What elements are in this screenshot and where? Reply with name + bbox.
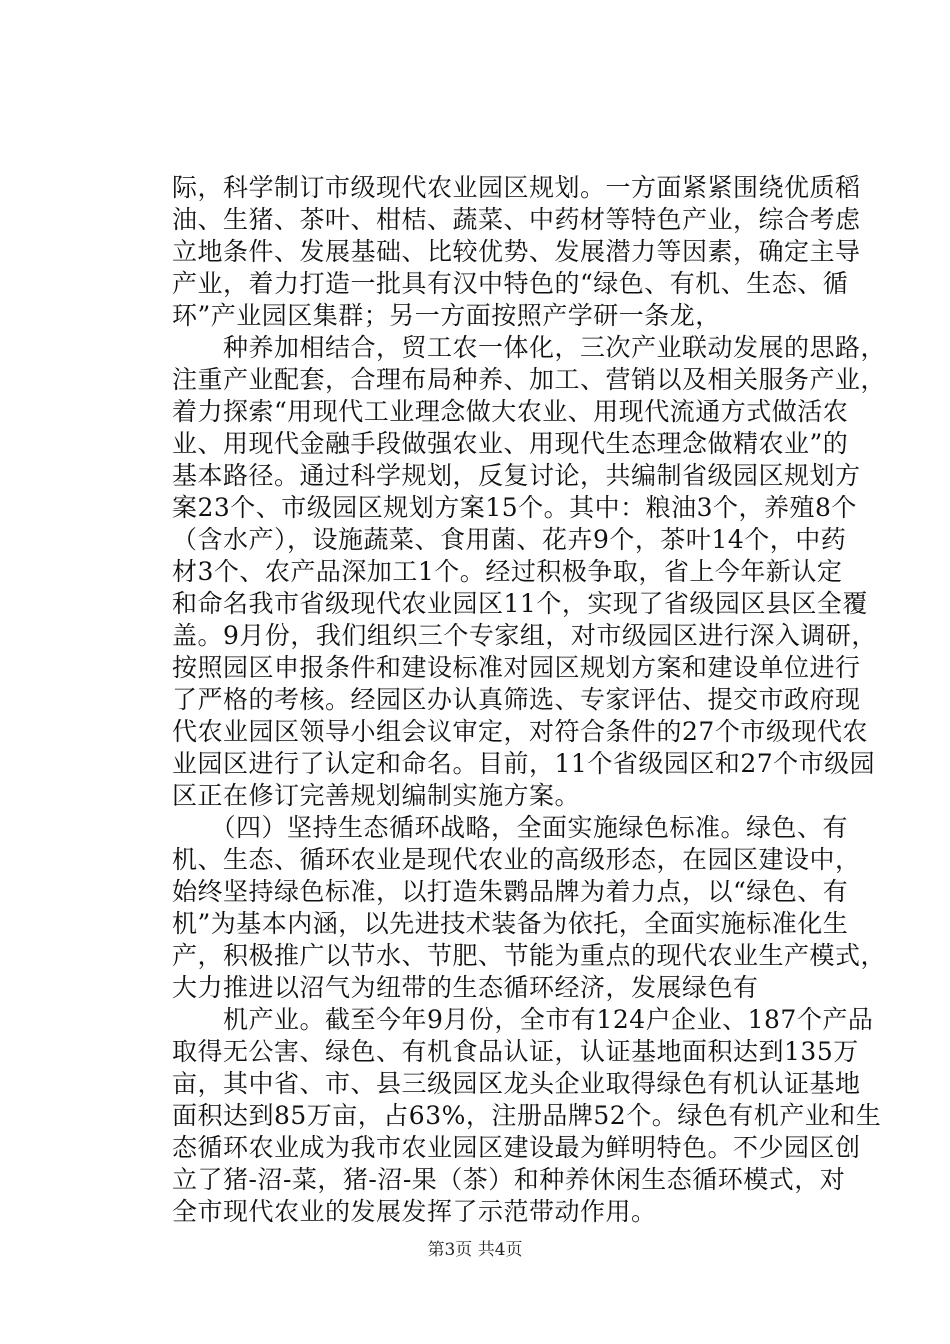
- text-line: 和命名我市省级现代农业园区11个，实现了省级园区县区全覆: [172, 589, 868, 618]
- text-line: 亩，其中省、市、县三级园区龙头企业取得绿色有机认证基地: [172, 1069, 861, 1098]
- text-line: 材3个、农产品深加工1个。经过积极争取，省上今年新认定: [172, 557, 843, 586]
- text-line: 产，积极推广以节水、节肥、节能为重点的现代农业生产模式，: [172, 941, 887, 970]
- text-line: 业园区进行了认定和命名。目前，11个省级园区和27个市级园: [172, 749, 876, 778]
- text-line: 种养加相结合，贸工农一体化，三次产业联动发展的思路，: [172, 333, 887, 362]
- text-line: 态循环农业成为我市农业园区建设最为鲜明特色。不少园区创: [172, 1133, 861, 1162]
- text-line: 机产业。截至今年9月份，全市有124户企业、187个产品: [172, 1005, 874, 1034]
- text-line: 着力探索“用现代工业理念做大农业、用现代流通方式做活农: [172, 397, 849, 426]
- text-line: 产业，着力打造一批具有汉中特色的“绿色、有机、生态、循: [172, 269, 849, 298]
- text-line: 案23个、市级园区规划方案15个。其中：粮油3个，养殖8个: [172, 493, 857, 522]
- text-line: 取得无公害、绿色、有机食品认证，认证基地面积达到135万: [172, 1037, 859, 1066]
- text-line: 面积达到85万亩，占63%，注册品牌52个。绿色有机产业和生: [172, 1101, 882, 1130]
- text-line: 际，科学制订市级现代农业园区规划。一方面紧紧围绕优质稻: [172, 173, 861, 202]
- page-footer: 第3页 共4页: [427, 1240, 523, 1260]
- body-text: [172, 172, 887, 1228]
- text-line: 代农业园区领导小组会议审定，对符合条件的27个市级现代农: [172, 717, 868, 746]
- text-line: 机、生态、循环农业是现代农业的高级形态，在园区建设中，: [172, 845, 861, 874]
- text-line: 盖。9月份，我们组织三个专家组，对市级园区进行深入调研，: [172, 621, 877, 650]
- text-line: 了严格的考核。经园区办认真筛选、专家评估、提交市政府现: [172, 685, 861, 714]
- text-line: 业、用现代金融手段做强农业、用现代生态理念做精农业”的: [172, 429, 849, 458]
- text-line: 大力推进以沼气为纽带的生态循环经济，发展绿色有: [172, 973, 759, 1002]
- text-line: 环”产业园区集群；另一方面按照产学研一条龙，: [172, 301, 721, 330]
- text-line: 机”为基本内涵，以先进技术装备为依托，全面实施标准化生: [172, 909, 849, 938]
- text-line: 按照园区申报条件和建设标准对园区规划方案和建设单位进行: [172, 653, 861, 682]
- text-line: 注重产业配套，合理布局种养、加工、营销以及相关服务产业，: [172, 365, 887, 394]
- text-line: 始终坚持绿色标准，以打造朱鹮品牌为着力点，以“绿色、有: [172, 877, 849, 906]
- text-line: 立地条件、发展基础、比较优势、发展潜力等因素，确定主导: [172, 237, 861, 266]
- text-line: 油、生猪、茶叶、柑桔、蔬菜、中药材等特色产业，综合考虑: [172, 205, 861, 234]
- text-line: （四）坚持生态循环战略，全面实施绿色标准。绿色、有: [172, 813, 849, 842]
- text-line: 立了猪-沼-菜，猪-沼-果（茶）和种养休闲生态循环模式，对: [172, 1165, 846, 1194]
- text-line: 基本路径。通过科学规划，反复讨论，共编制省级园区规划方: [172, 461, 861, 490]
- text-line: （含水产），设施蔬菜、食用菌、花卉9个，茶叶14个，中药: [172, 525, 847, 554]
- text-line: 区正在修订完善规划编制实施方案。: [172, 781, 581, 810]
- text-line: 全市现代农业的发展发挥了示范带动作用。: [172, 1197, 657, 1226]
